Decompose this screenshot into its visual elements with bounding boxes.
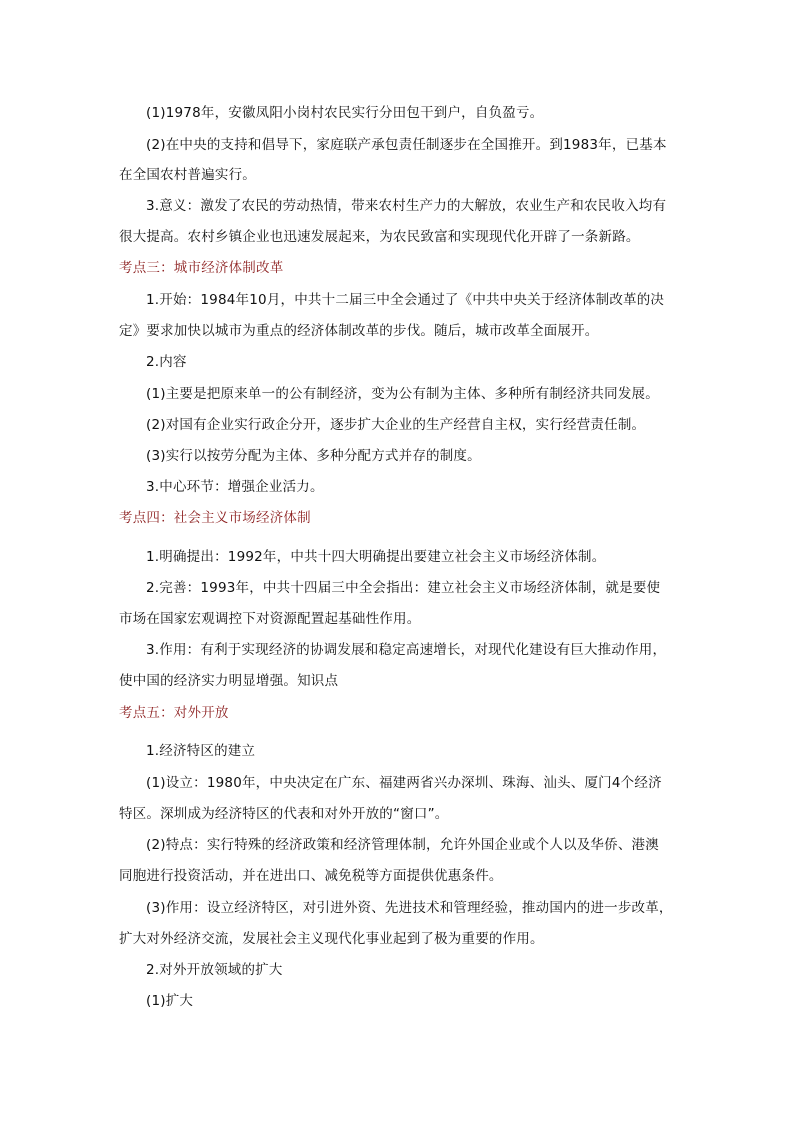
text-line: 特区。深圳成为经济特区的代表和对外开放的“窗口”。 [119, 806, 449, 822]
text-line: (1)扩大 [146, 993, 194, 1009]
text-line: (1)1978年，安徽凤阳小岗村农民实行分田包干到户，自负盈亏。 [146, 105, 544, 121]
section-heading: 考点五：对外开放 [119, 705, 229, 721]
text-line: (2)特点：实行特殊的经济政策和经济管理体制，允许外国企业或个人以及华侨、港澳 [146, 837, 659, 853]
text-line: 很大提高。农村乡镇企业也迅速发展起来，为农民致富和实现现代化开辟了一条新路。 [119, 229, 640, 245]
text-line: 市场在国家宏观调控下对资源配置起基础性作用。 [119, 611, 421, 627]
text-line: 扩大对外经济交流，发展社会主义现代化事业起到了极为重要的作用。 [119, 931, 544, 947]
text-line: 同胞进行投资活动，并在进出口、减免税等方面提供优惠条件。 [119, 868, 503, 884]
text-line: 2.完善：1993年，中共十四届三中全会指出：建立社会主义市场经济体制，就是要使 [146, 580, 661, 596]
section-heading: 考点三：城市经济体制改革 [119, 260, 284, 276]
text-line: (3)实行以按劳分配为主体、多种分配方式并存的制度。 [146, 448, 481, 464]
text-line: (1)主要是把原来单一的公有制经济，变为公有制为主体、多种所有制经济共同发展。 [146, 386, 659, 402]
text-line: (2)在中央的支持和倡导下，家庭联产承包责任制逐步在全国推开。到1983年，已基本 [146, 137, 667, 153]
text-line: 2.内容 [146, 354, 187, 370]
text-line: 3.中心环节：增强企业活力。 [146, 479, 324, 495]
text-line: (3)作用：设立经济特区，对引进外资、先进技术和管理经验，推动国内的进一步改革， [146, 900, 673, 916]
text-line: (2)对国有企业实行政企分开，逐步扩大企业的生产经营自主权，实行经营责任制。 [146, 417, 646, 433]
text-line: 1.经济特区的建立 [146, 743, 256, 759]
text-line: 3.意义：激发了农民的劳动热情，带来农村生产力的大解放，农业生产和农民收入均有 [146, 198, 667, 214]
text-line: (1)设立：1980年，中央决定在广东、福建两省兴办深圳、珠海、汕头、厦门4个经济 [146, 775, 662, 791]
text-line: 3.作用：有利于实现经济的协调发展和稳定高速增长，对现代化建设有巨大推动作用， [146, 642, 667, 658]
text-line: 1.明确提出：1992年，中共十四大明确提出要建立社会主义市场经济体制。 [146, 549, 606, 565]
text-line: 使中国的经济实力明显增强。知识点 [119, 673, 339, 689]
section-heading: 考点四：社会主义市场经济体制 [119, 510, 311, 526]
text-line: 定》要求加快以城市为重点的经济体制改革的步伐。随后，城市改革全面展开。 [119, 323, 599, 339]
text-line: 1.开始：1984年10月，中共十二届三中全会通过了《中共中央关于经济体制改革的决 [146, 292, 665, 308]
text-line: 2.对外开放领域的扩大 [146, 962, 283, 978]
text-line: 在全国农村普遍实行。 [119, 167, 256, 183]
